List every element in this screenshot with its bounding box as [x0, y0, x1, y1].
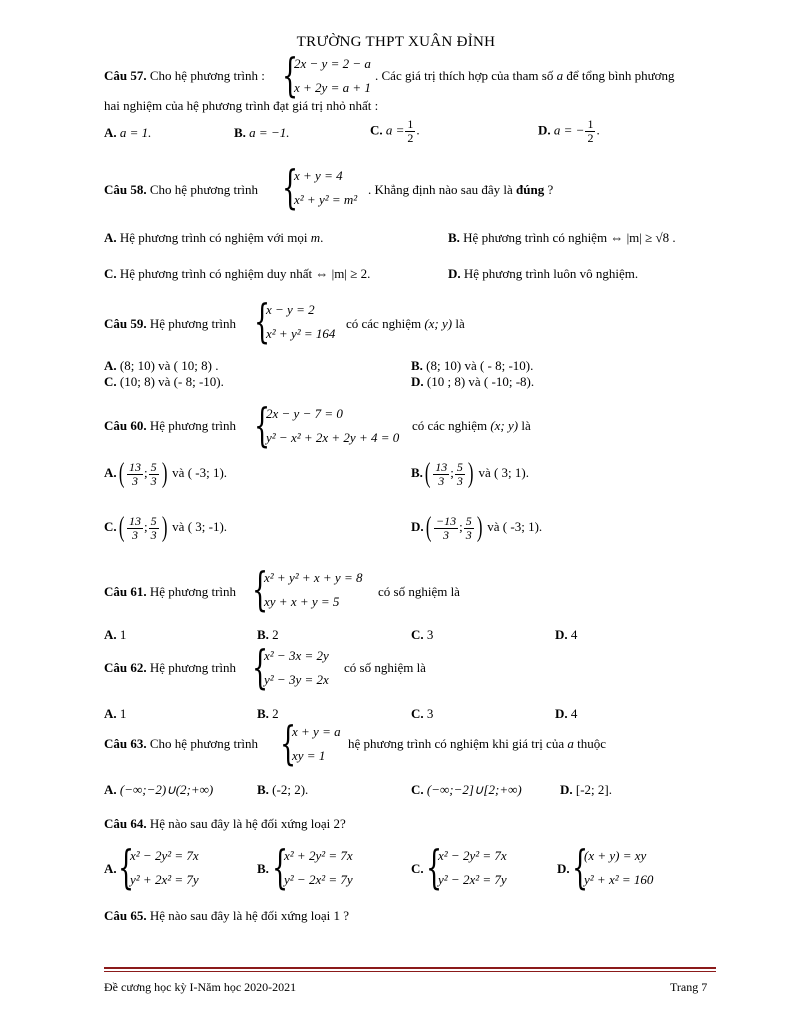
q57-option-c[interactable]: C. a = $\frac{1}{2}$ . — [370, 117, 420, 145]
q58-option-a[interactable]: A. Hệ phương trình có nghiệm với mọi m. — [104, 230, 324, 245]
q61-text: có số nghiệm là — [378, 584, 460, 599]
q61-option-c[interactable]: C. 3 — [411, 627, 434, 642]
question-57: Câu 57. Cho hệ phương trình : — [104, 68, 265, 83]
question-63: Câu 63. Cho hệ phương trình — [104, 736, 259, 751]
footer-divider-thin — [104, 971, 716, 972]
q58-text: . Khẳng định nào sau đây là đúng ? — [368, 182, 554, 197]
q64-option-a-label[interactable]: A. — [104, 861, 117, 876]
q57-option-d[interactable]: D. a = − $\frac{1}{2}$ . — [538, 117, 600, 145]
page-number: Trang 7 — [670, 980, 708, 994]
q62-option-b[interactable]: B. 2 — [257, 706, 279, 721]
q62-option-c[interactable]: C. 3 — [411, 706, 434, 721]
q63-option-a[interactable]: A. (−∞;−2)∪(2;+∞) — [104, 782, 214, 797]
q63-option-d[interactable]: D. [-2; 2]. — [560, 782, 612, 797]
q60-option-d[interactable]: D.( $\frac{-13}{3}$ ; $\frac{5}{3}$ ) và ( -3; 1). — [411, 512, 543, 543]
q62-option-d[interactable]: D. 4 — [555, 706, 578, 721]
footer-title: Đề cương học kỳ I-Năm học 2020-2021 — [104, 980, 297, 994]
q61-option-d[interactable]: D. 4 — [555, 627, 578, 642]
question-62: Câu 62. Hệ phương trình — [104, 660, 237, 675]
school-header: TRƯỜNG THPT XUÂN ĐỈNH — [296, 34, 496, 50]
q62-text: có số nghiệm là — [344, 660, 426, 675]
q63-option-c[interactable]: C. (−∞;−2]∪[2;+∞) — [411, 782, 522, 797]
question-61: Câu 61. Hệ phương trình — [104, 584, 237, 599]
q58-option-b[interactable]: B. Hệ phương trình có nghiệm ⇔ |m| ≥ √8 . — [448, 230, 676, 245]
q60-option-b[interactable]: B.( $\frac{13}{3}$ ; $\frac{5}{3}$ ) và ( 3; 1). — [411, 458, 529, 489]
q58-option-d[interactable]: D. Hệ phương trình luôn vô nghiệm. — [448, 266, 639, 281]
q61-option-a[interactable]: A. 1 — [104, 627, 127, 642]
q59-option-d[interactable]: D. (10 ; 8) và ( -10; -8). — [411, 374, 535, 389]
q61-option-b[interactable]: B. 2 — [257, 627, 279, 642]
q59-option-a[interactable]: A. (8; 10) và ( 10; 8) . — [104, 358, 219, 373]
question-59: Câu 59. Hệ phương trình — [104, 316, 237, 331]
question-60: Câu 60. Hệ phương trình — [104, 418, 237, 433]
q63-text: hệ phương trình có nghiệm khi giá trị của a thuộc — [348, 736, 606, 751]
q57-option-a[interactable]: A. a = 1. — [104, 125, 152, 140]
q64-option-c-label[interactable]: C. — [411, 861, 424, 876]
q64-option-d-label[interactable]: D. — [557, 861, 570, 876]
q57-text: . Các giá trị thích hợp của tham số a để tổng bình phương — [375, 68, 675, 83]
q64-option-b-label[interactable]: B. — [257, 861, 269, 876]
q60-option-a[interactable]: A.( $\frac{13}{3}$ ; $\frac{5}{3}$ ) và ( -3; 1). — [104, 458, 228, 489]
q62-option-a[interactable]: A. 1 — [104, 706, 127, 721]
q63-option-b[interactable]: B. (-2; 2). — [257, 782, 309, 797]
question-58: Câu 58. Cho hệ phương trình — [104, 182, 259, 197]
q60-option-c[interactable]: C.( $\frac{13}{3}$ ; $\frac{5}{3}$ ) và ( 3; -1). — [104, 512, 228, 543]
question-64: Câu 64. Hệ nào sau đây là hệ đối xứng loại 2? — [104, 816, 346, 831]
q60-text: có các nghiệm (x; y) là — [412, 418, 531, 433]
q59-option-c[interactable]: C. (10; 8) và (- 8; -10). — [104, 374, 224, 389]
q59-option-b[interactable]: B. (8; 10) và ( - 8; -10). — [411, 358, 534, 373]
q57-option-b[interactable]: B. a = −1. — [234, 125, 290, 140]
footer-divider — [104, 967, 716, 969]
q58-option-c[interactable]: C. Hệ phương trình có nghiệm duy nhất ⇔ |m| ≥ 2. — [104, 266, 371, 281]
q57-text-line2: hai nghiệm của hệ phương trình đạt giá trị nhỏ nhất : — [104, 98, 379, 113]
question-65: Câu 65. Hệ nào sau đây là hệ đối xứng loại 1 ? — [104, 908, 349, 923]
q59-text: có các nghiệm (x; y) là — [346, 316, 465, 331]
